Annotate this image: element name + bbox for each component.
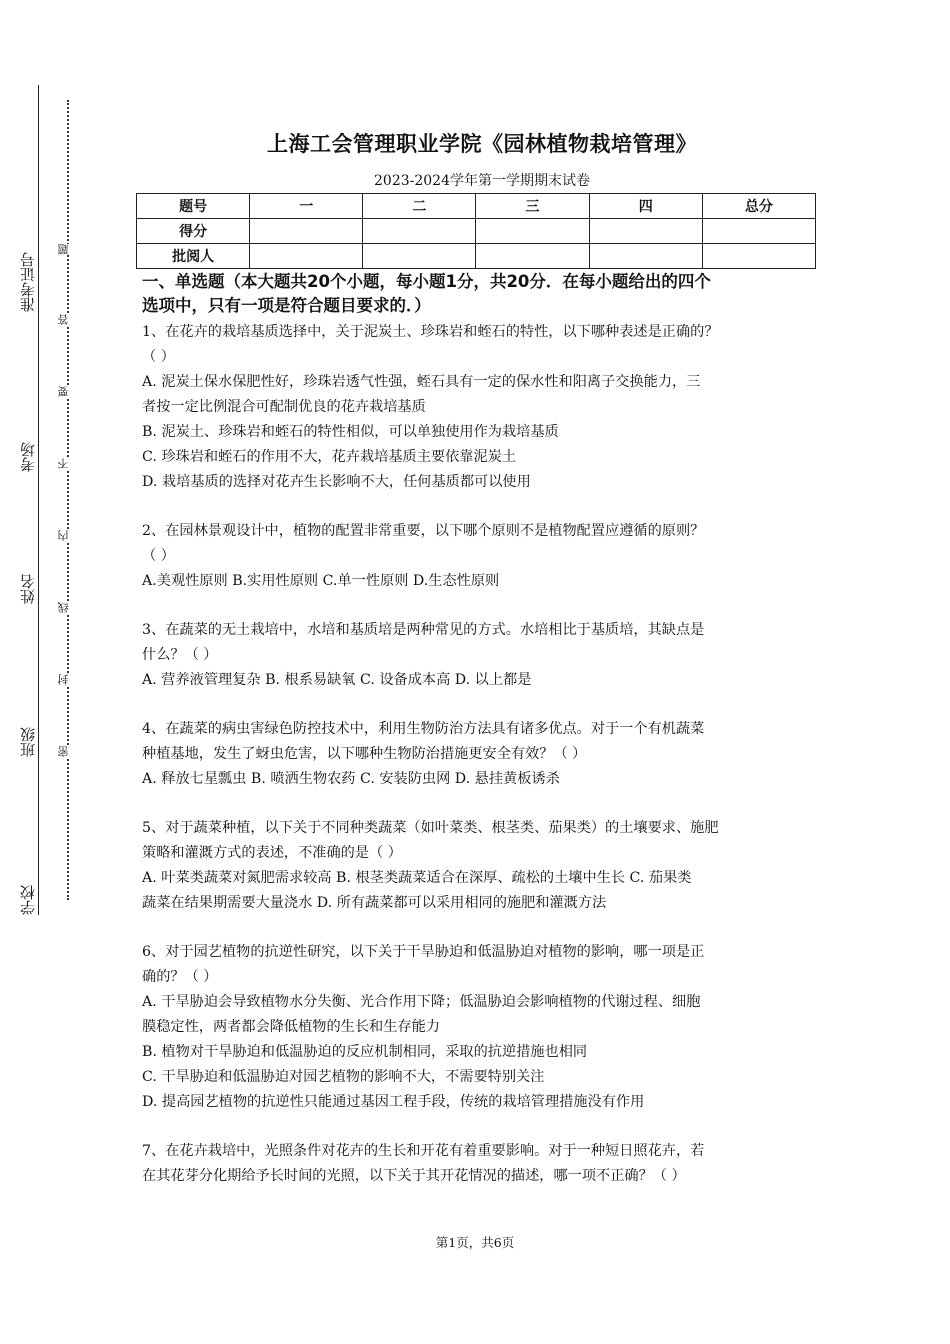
grader-cell[interactable] xyxy=(363,244,476,269)
score-header-cell: 三 xyxy=(476,194,589,219)
option-line: 蔬菜在结果期需要大量浇水 D. 所有蔬菜都可以采用相同的施肥和灌溉方法 xyxy=(142,895,607,911)
score-header-cell: 二 xyxy=(363,194,476,219)
score-header-cell: 一 xyxy=(250,194,363,219)
seal-char: 要 xyxy=(58,386,76,397)
seal-char: 答 xyxy=(58,314,76,325)
question-line: 5、对于蔬菜种植，以下关于不同种类蔬菜（如叶菜类、根茎类、茄果类）的土壤要求、施肥 xyxy=(142,820,719,836)
question-line: （ ） xyxy=(142,349,175,365)
score-cell[interactable] xyxy=(589,219,702,244)
option-line: D. 提高园艺植物的抗逆性只能通过基因工程手段，传统的栽培管理措施没有作用 xyxy=(142,1094,645,1110)
score-row xyxy=(137,219,816,244)
question-line: 6、对于园艺植物的抗逆性研究，以下关于干旱胁迫和低温胁迫对植物的影响，哪一项是正 xyxy=(142,944,705,960)
grader-cell[interactable] xyxy=(476,244,589,269)
option-line: A.美观性原则 B.实用性原则 C.单一性原则 D.生态性原则 xyxy=(142,573,500,589)
score-header-cell: 题号 xyxy=(137,194,250,219)
seal-char: 封 xyxy=(58,674,76,685)
seal-char: 密 xyxy=(58,746,76,757)
exam-number-label: 准考证号 xyxy=(19,252,37,312)
question-2 xyxy=(142,519,822,594)
question-line: （ ） xyxy=(142,548,175,564)
option-line: 者按一定比例混合可配制优良的花卉栽培基质 xyxy=(142,399,426,415)
grader-cell[interactable] xyxy=(702,244,815,269)
score-row-label: 得分 xyxy=(137,219,250,244)
binding-line xyxy=(38,85,39,915)
option-line: B. 泥炭土、珍珠岩和蛭石的特性相似，可以单独使用作为栽培基质 xyxy=(142,424,559,440)
option-line: A. 干旱胁迫会导致植物水分失衡、光合作用下降；低温胁迫会影响植物的代谢过程、细胞 xyxy=(142,994,701,1010)
grader-row xyxy=(137,244,816,269)
question-line: 策略和灌溉方式的表述，不准确的是（ ） xyxy=(142,845,402,861)
seal-char: 线 xyxy=(58,602,76,613)
section-heading-line: 选项中，只有一项是符合题目要求的．） xyxy=(142,296,431,315)
page-footer: 第1页，共6页 xyxy=(435,1235,515,1250)
section-heading-line: 一、单选题（本大题共20个小题，每小题1分，共20分．在每小题给出的四个 xyxy=(142,272,711,291)
score-cell[interactable] xyxy=(702,219,815,244)
exam-room-label: 考场 xyxy=(19,442,37,472)
score-header-cell: 四 xyxy=(589,194,702,219)
question-1 xyxy=(142,320,822,495)
exam-subtitle: 2023-2024学年第一学期期末试卷 xyxy=(374,173,590,189)
option-line: A. 释放七星瓢虫 B. 喷洒生物农药 C. 安装防虫网 D. 悬挂黄板诱杀 xyxy=(142,771,560,787)
option-line: D. 栽培基质的选择对花卉生长影响不大，任何基质都可以使用 xyxy=(142,474,531,490)
question-line: 3、在蔬菜的无土栽培中，水培和基质培是两种常见的方式。水培相比于基质培，其缺点是 xyxy=(142,622,705,638)
question-7 xyxy=(142,1139,822,1189)
question-6 xyxy=(142,940,822,1115)
question-line: 确的？（ ） xyxy=(142,969,218,985)
option-line: C. 珍珠岩和蛭石的作用不大，花卉栽培基质主要依靠泥炭土 xyxy=(142,449,517,465)
option-line: A. 叶菜类蔬菜对氮肥需求较高 B. 根茎类蔬菜适合在深厚、疏松的土壤中生长 C. 茄果类 xyxy=(142,870,692,886)
score-cell[interactable] xyxy=(250,219,363,244)
score-table xyxy=(136,193,816,269)
exam-title: 上海工会管理职业学院《园林植物栽培管理》 xyxy=(267,132,697,156)
grader-row-label: 批阅人 xyxy=(137,244,250,269)
option-line: 膜稳定性，两者都会降低植物的生长和生存能力 xyxy=(142,1019,440,1035)
grader-cell[interactable] xyxy=(250,244,363,269)
class-label: 班级 xyxy=(19,727,37,757)
option-line: A. 泥炭土保水保肥性好，珍珠岩透气性强，蛭石具有一定的保水性和阳离子交换能力，三 xyxy=(142,374,701,390)
seal-char: 题 xyxy=(58,244,76,255)
question-line: 1、在花卉的栽培基质选择中，关于泥炭土、珍珠岩和蛭石的特性，以下哪种表述是正确的？ xyxy=(142,324,719,340)
grader-cell[interactable] xyxy=(589,244,702,269)
option-line: A. 营养液管理复杂 B. 根系易缺氧 C. 设备成本高 D. 以上都是 xyxy=(142,672,532,688)
score-cell[interactable] xyxy=(363,219,476,244)
score-cell[interactable] xyxy=(476,219,589,244)
seal-dotted-line xyxy=(67,100,69,900)
binding-margin xyxy=(0,0,110,1344)
exam-content xyxy=(142,270,822,1213)
question-4 xyxy=(142,717,822,792)
option-line: B. 植物对干旱胁迫和低温胁迫的反应机制相同，采取的抗逆措施也相同 xyxy=(142,1044,588,1060)
question-5 xyxy=(142,816,822,916)
question-3 xyxy=(142,618,822,693)
score-header-cell: 总分 xyxy=(702,194,815,219)
option-line: C. 干旱胁迫和低温胁迫对园艺植物的影响不大，不需要特别关注 xyxy=(142,1069,545,1085)
section-heading xyxy=(142,270,822,318)
question-line: 在其花芽分化期给予长时间的光照，以下关于其开花情况的描述，哪一项不正确？（ ） xyxy=(142,1168,686,1184)
score-table-header-row xyxy=(137,194,816,219)
seal-char: 不 xyxy=(58,458,76,469)
seal-char: 内 xyxy=(58,530,76,541)
name-label: 姓名 xyxy=(19,574,37,604)
question-line: 什么？（ ） xyxy=(142,647,218,663)
school-label: 学校 xyxy=(19,885,37,915)
question-line: 4、在蔬菜的病虫害绿色防控技术中，利用生物防治方法具有诸多优点。对于一个有机蔬菜 xyxy=(142,721,705,737)
question-line: 7、在花卉栽培中，光照条件对花卉的生长和开花有着重要影响。对于一种短日照花卉，若 xyxy=(142,1143,705,1159)
question-line: 种植基地，发生了蚜虫危害，以下哪种生物防治措施更安全有效？（ ） xyxy=(142,746,587,762)
question-line: 2、在园林景观设计中，植物的配置非常重要，以下哪个原则不是植物配置应遵循的原则？ xyxy=(142,523,705,539)
